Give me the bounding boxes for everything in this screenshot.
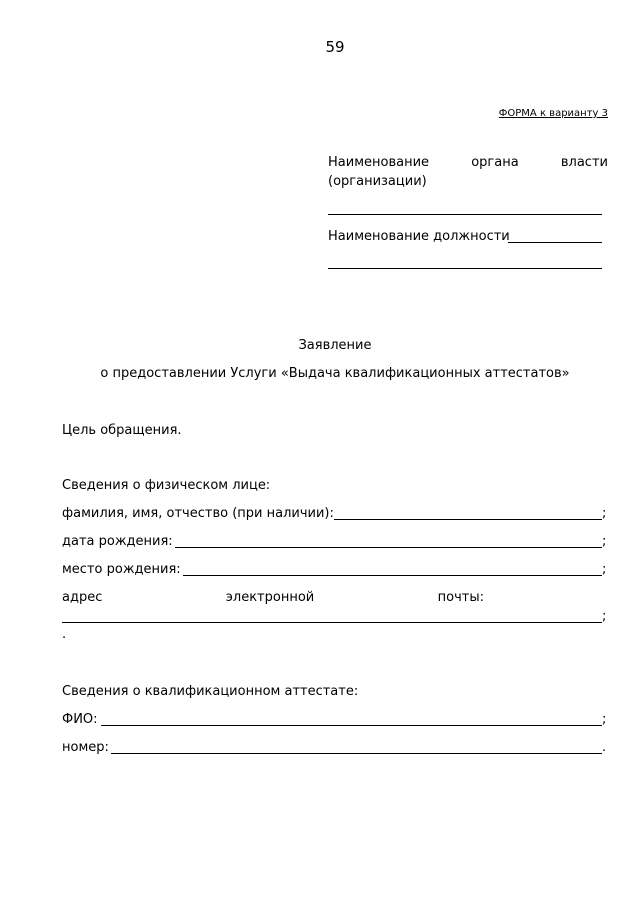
- birth-place-blank-line[interactable]: [183, 575, 602, 576]
- addressee-word: власти: [560, 155, 608, 170]
- period: .: [62, 627, 67, 642]
- org-name-blank-line[interactable]: [328, 214, 602, 215]
- email-word: почты:: [437, 590, 484, 605]
- semicolon: ;: [602, 534, 607, 549]
- document-title: Заявление: [298, 338, 372, 353]
- addressee-word: Наименование: [328, 155, 430, 170]
- position-label: Наименование должности: [328, 229, 510, 244]
- birth-date-label: дата рождения:: [62, 534, 173, 549]
- semicolon: ;: [602, 712, 607, 727]
- email-label: [62, 590, 484, 605]
- birth-date-blank-line[interactable]: [175, 547, 602, 548]
- person-heading: Сведения о физическом лице:: [62, 478, 271, 493]
- addressee-word: органа: [471, 155, 519, 170]
- certificate-heading: Сведения о квалификационном аттестате:: [62, 684, 359, 699]
- email-blank-line[interactable]: [62, 622, 602, 623]
- semicolon: ;: [602, 562, 607, 577]
- fio-label: фамилия, имя, отчество (при наличии):: [62, 506, 334, 521]
- semicolon: ;: [602, 506, 607, 521]
- addressee-org-line: [328, 155, 608, 170]
- fio-blank-line[interactable]: [334, 519, 602, 520]
- period: .: [602, 740, 607, 755]
- form-reference: ФОРМА к варианту 3: [498, 108, 608, 119]
- certificate-number-blank-line[interactable]: [111, 753, 602, 754]
- document-subtitle: о предоставлении Услуги «Выдача квалификационных аттестатов»: [100, 366, 570, 381]
- email-word: электронной: [225, 590, 315, 605]
- certificate-fio-label: ФИО:: [62, 712, 98, 727]
- position-blank-line[interactable]: [508, 242, 602, 243]
- birth-place-label: место рождения:: [62, 562, 181, 577]
- certificate-fio-blank-line[interactable]: [101, 725, 602, 726]
- email-word: адрес: [62, 590, 103, 605]
- semicolon: ;: [602, 609, 607, 624]
- addressee-org-continuation: (организации): [328, 174, 427, 189]
- certificate-number-label: номер:: [62, 740, 109, 755]
- page-number: 59: [325, 38, 345, 56]
- position-blank-line-2[interactable]: [328, 268, 602, 269]
- purpose-text: Цель обращения.: [62, 423, 182, 438]
